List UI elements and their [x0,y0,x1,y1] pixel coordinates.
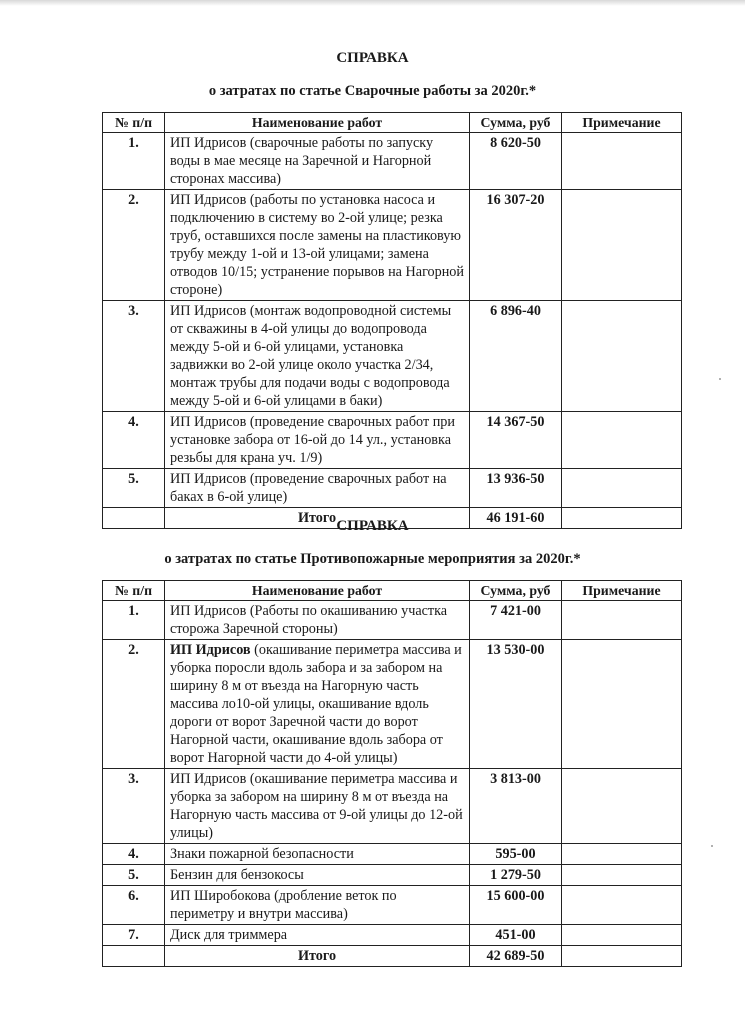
row-note [562,412,682,469]
row-name: ИП Идрисов (сварочные работы по запуску воды в мае месяце на Заречной и Нагорной сторонах массива) [165,133,470,190]
row-name: ИП Идрисов (работы по установка насоса и подключению в систему во 2-ой улице; резка труб, оставшихся после замены на пластиковую трубу между 1-ой и 13-ой улицами; замена отводов 10/15; устранение порывов на Нагорной стороне) [165,190,470,301]
header-sum: Сумма, руб [470,113,562,133]
table-row [103,865,682,886]
row-num: 3. [103,769,165,844]
row-sum: 3 813-00 [470,769,562,844]
row-sum: 13 936-50 [470,469,562,508]
section1-subtitle: о затратах по статье Сварочные работы за 2020г.* [208,83,537,99]
row-name-rest: (окашивание периметра массива и уборка поросли вдоль забора и за забором на ширину 8 м от въезда на Нагорную часть массива ло10-ой улицы, окашивание вдоль дороги от ворот Заречной части до ворот Нагорной части, окашивание вдоль забора от ворот Нагорной части до 4-ой улицы) [170,642,462,766]
row-name: ИП Идрисов (проведение сварочных работ на баках в 6-ой улице) [165,469,470,508]
row-sum: 16 307-20 [470,190,562,301]
total-label: Итого [165,946,470,967]
total-value: 46 191-60 [470,508,562,529]
fire-safety-costs-table [102,580,682,967]
table-row [103,769,682,844]
table-row [103,601,682,640]
header-name: Наименование работ [165,113,470,133]
row-name: ИП Широбокова (дробление веток по периметру и внутри массива) [165,886,470,925]
table-row [103,640,682,769]
row-note [562,925,682,946]
row-note [562,640,682,769]
header-sum: Сумма, руб [470,581,562,601]
table-header-row [103,113,682,133]
header-note: Примечание [562,581,682,601]
table-row [103,412,682,469]
row-name: Знаки пожарной безопасности [165,844,470,865]
row-num: 1. [103,601,165,640]
row-num: 2. [103,190,165,301]
row-sum: 8 620-50 [470,133,562,190]
row-sum: 451-00 [470,925,562,946]
welding-costs-table [102,112,682,529]
row-name: ИП Идрисов (монтаж водопроводной системы от скважины в 4-ой улицы до водопровода между 5-ой и 6-ой улицами, установка задвижки во 2-ой улице около участка 2/34, монтаж трубы для подачи воды с водопровода между 5-ой и 6-ой улицами в баки) [165,301,470,412]
row-num: 6. [103,886,165,925]
total-row [103,946,682,967]
row-note [562,301,682,412]
row-num: 5. [103,469,165,508]
row-note [562,190,682,301]
row-sum: 7 421-00 [470,601,562,640]
scan-speck [719,378,721,380]
header-num: № п/п [103,113,165,133]
row-note [562,469,682,508]
row-num: 2. [103,640,165,769]
row-sum: 595-00 [470,844,562,865]
row-note [562,601,682,640]
row-name: ИП Идрисов (проведение сварочных работ при установке забора от 16-ой до 14 ул., установка резьбы для крана уч. 1/9) [165,412,470,469]
row-num: 7. [103,925,165,946]
row-num: 3. [103,301,165,412]
scan-edge-shadow [0,0,745,6]
row-name: Бензин для бензокосы [165,865,470,886]
table-row [103,925,682,946]
section1-title: СПРАВКА [336,50,409,66]
row-name-lead: ИП Идрисов [170,642,251,658]
row-name: ИП Идрисов (Работы по окашиванию участка сторожа Заречной стороны) [165,601,470,640]
section2-subtitle: о затратах по статье Противопожарные мероприятия за 2020г.* [164,551,581,567]
row-sum: 6 896-40 [470,301,562,412]
table-row [103,133,682,190]
row-num: 5. [103,865,165,886]
header-num: № п/п [103,581,165,601]
row-sum: 1 279-50 [470,865,562,886]
table-row [103,844,682,865]
table-row [103,301,682,412]
total-label: Итого [165,508,470,529]
row-note [562,133,682,190]
row-name: Диск для триммера [165,925,470,946]
table-row [103,469,682,508]
table-row [103,886,682,925]
table-header-row [103,581,682,601]
total-note-cell [562,946,682,967]
row-num: 1. [103,133,165,190]
scan-speck [711,845,713,847]
row-note [562,886,682,925]
row-sum: 15 600-00 [470,886,562,925]
total-empty-cell [103,946,165,967]
total-value: 42 689-50 [470,946,562,967]
section2-title: СПРАВКА [336,518,409,534]
row-note [562,844,682,865]
row-note [562,865,682,886]
header-name: Наименование работ [165,581,470,601]
row-sum: 13 530-00 [470,640,562,769]
header-note: Примечание [562,113,682,133]
row-name: ИП Идрисов (окашивание периметра массива и уборка за забором на ширину 8 м от въезда на Нагорную часть массива от 9-ой улицы до 12-ой улицы) [165,769,470,844]
row-num: 4. [103,412,165,469]
row-num: 4. [103,844,165,865]
row-sum: 14 367-50 [470,412,562,469]
table-row [103,190,682,301]
row-note [562,769,682,844]
row-name [165,640,470,769]
